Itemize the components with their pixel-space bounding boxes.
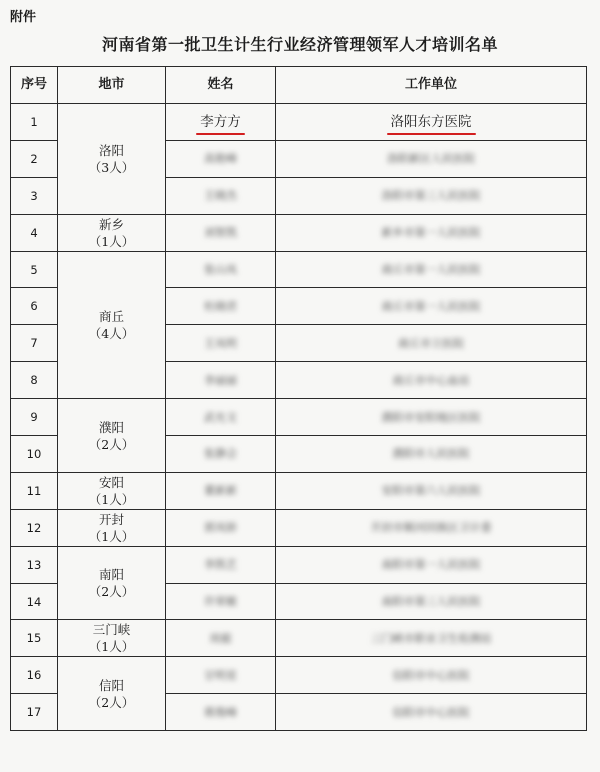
unit-text: 商丘市第一人民医院 [381,299,481,313]
name-cell [166,509,276,546]
unit-cell [276,288,587,325]
city-name: 商丘 [98,308,124,324]
city-cell [58,251,166,399]
name-cell [166,251,276,288]
table-row [11,214,587,251]
name-text: 李丽丽 [204,373,237,387]
header-city: 地市 [58,67,166,104]
name-cell [166,546,276,583]
unit-text: 濮阳市人民医院 [392,447,470,461]
name-cell [166,362,276,399]
unit-text: 濮阳市安阳地区医院 [381,410,481,424]
table-row [11,546,587,583]
city-name: 三门峡 [92,622,131,638]
seq-cell: 11 [11,472,58,509]
city-name: 洛阳 [98,142,124,158]
seq-cell: 9 [11,399,58,436]
name-cell [166,140,276,177]
name-cell [166,325,276,362]
unit-cell [276,104,587,141]
unit-cell [276,583,587,620]
city-cell [58,472,166,509]
name-text: 武允文 [204,410,237,424]
name-text: 王凤明 [204,336,237,350]
name-cell [166,583,276,620]
unit-text: 洛阳新区人民医院 [387,152,475,166]
unit-text: 新乡市第一人民医院 [381,226,481,240]
seq-cell: 16 [11,657,58,694]
seq-cell: 17 [11,694,58,731]
name-cell [166,288,276,325]
page-title: 河南省第一批卫生计生行业经济管理领军人才培训名单 [101,35,498,54]
name-cell [166,657,276,694]
table-row [11,251,587,288]
name-cell [166,694,276,731]
city-name: 安阳 [98,474,124,490]
city-cell [58,399,166,473]
table-row [11,620,587,657]
city-count: （4人） [88,325,135,341]
table-row [11,472,587,509]
unit-text: 商丘市第一人民医院 [381,263,481,276]
name-text: 刘智凯 [204,226,237,240]
name-text: 杜晓君 [204,299,237,313]
city-count: （2人） [88,694,135,710]
city-cell [58,509,166,546]
name-cell [166,177,276,214]
name-text: 董新新 [204,484,237,498]
unit-cell [276,251,587,288]
name-text: 高艳峰 [204,152,237,166]
unit-cell [276,472,587,509]
name-text: 李方方 [200,113,241,130]
name-text: 周毅 [209,631,232,645]
city-count: （2人） [88,436,135,452]
seq-cell: 10 [11,436,58,473]
city-cell [58,546,166,620]
city-cell [58,620,166,657]
header-unit: 工作单位 [276,67,587,104]
table-header-row [11,67,587,104]
table-body [11,104,587,731]
header-seq: 序号 [11,67,58,104]
seq-cell: 8 [11,362,58,399]
header-name: 姓名 [166,67,276,104]
trainee-table [10,66,587,731]
city-name: 信阳 [98,677,124,693]
name-text: 张静会 [204,447,237,461]
unit-text: 洛阳市第三人民医院 [381,189,481,203]
table-row [11,399,587,436]
name-text: 郭凤娇 [204,521,237,535]
unit-cell [276,177,587,214]
table-row [11,657,587,694]
name-text: 李凯艺 [204,558,237,572]
seq-cell: 12 [11,509,58,546]
seq-cell: 2 [11,140,58,177]
seq-cell: 15 [11,620,58,657]
highlighted-unit [391,114,472,130]
seq-cell: 6 [11,288,58,325]
city-cell [58,657,166,731]
city-count: （1人） [88,639,135,655]
city-name: 开封 [98,511,124,527]
city-name: 濮阳 [98,419,124,435]
seq-cell: 3 [11,177,58,214]
unit-cell [276,694,587,731]
city-count: （1人） [88,233,135,249]
name-cell [166,620,276,657]
name-cell [166,104,276,141]
red-underline [196,133,245,135]
unit-text: 南阳市第一人民医院 [381,558,481,572]
attachment-label: 附件 [10,10,37,25]
highlighted-name [200,114,241,130]
table-row [11,104,587,141]
name-text: 张山凤 [204,263,237,276]
name-text: 王晓杰 [204,189,237,203]
unit-cell [276,362,587,399]
seq-cell: 7 [11,325,58,362]
city-cell [58,104,166,215]
name-cell [166,399,276,436]
unit-cell [276,509,587,546]
name-text: 甘明星 [204,668,237,682]
table-row [11,509,587,546]
unit-text: 信阳市中心医院 [392,668,470,682]
unit-cell [276,546,587,583]
name-text: 蒋俊峰 [204,705,237,719]
seq-cell: 13 [11,546,58,583]
city-count: （3人） [88,159,135,175]
unit-cell [276,436,587,473]
unit-text: 开封市顺河回族区卫计委 [370,521,492,535]
unit-cell [276,399,587,436]
unit-text: 南阳市第三人民医院 [381,595,481,609]
unit-cell [276,620,587,657]
name-cell [166,472,276,509]
unit-cell [276,140,587,177]
red-underline [387,133,476,135]
unit-text: 商丘市立医院 [398,336,464,350]
city-cell [58,214,166,251]
name-cell [166,436,276,473]
seq-cell: 4 [11,214,58,251]
unit-cell [276,214,587,251]
unit-cell [276,325,587,362]
unit-text: 安阳市第六人民医院 [381,484,481,498]
name-cell [166,214,276,251]
city-count: （1人） [88,528,135,544]
name-text: 许荣敏 [204,595,237,609]
seq-cell: 14 [11,583,58,620]
city-count: （1人） [88,491,135,507]
unit-cell [276,657,587,694]
unit-text: 三门峡市职业卫生检测站 [370,631,492,645]
seq-cell: 1 [11,104,58,141]
unit-text: 洛阳东方医院 [390,113,472,130]
unit-text: 商丘市中心血站 [392,373,470,387]
seq-cell: 5 [11,251,58,288]
unit-text: 信阳市中心医院 [392,705,470,719]
city-name: 南阳 [98,567,124,583]
city-count: （2人） [88,584,135,600]
city-name: 新乡 [98,216,124,232]
